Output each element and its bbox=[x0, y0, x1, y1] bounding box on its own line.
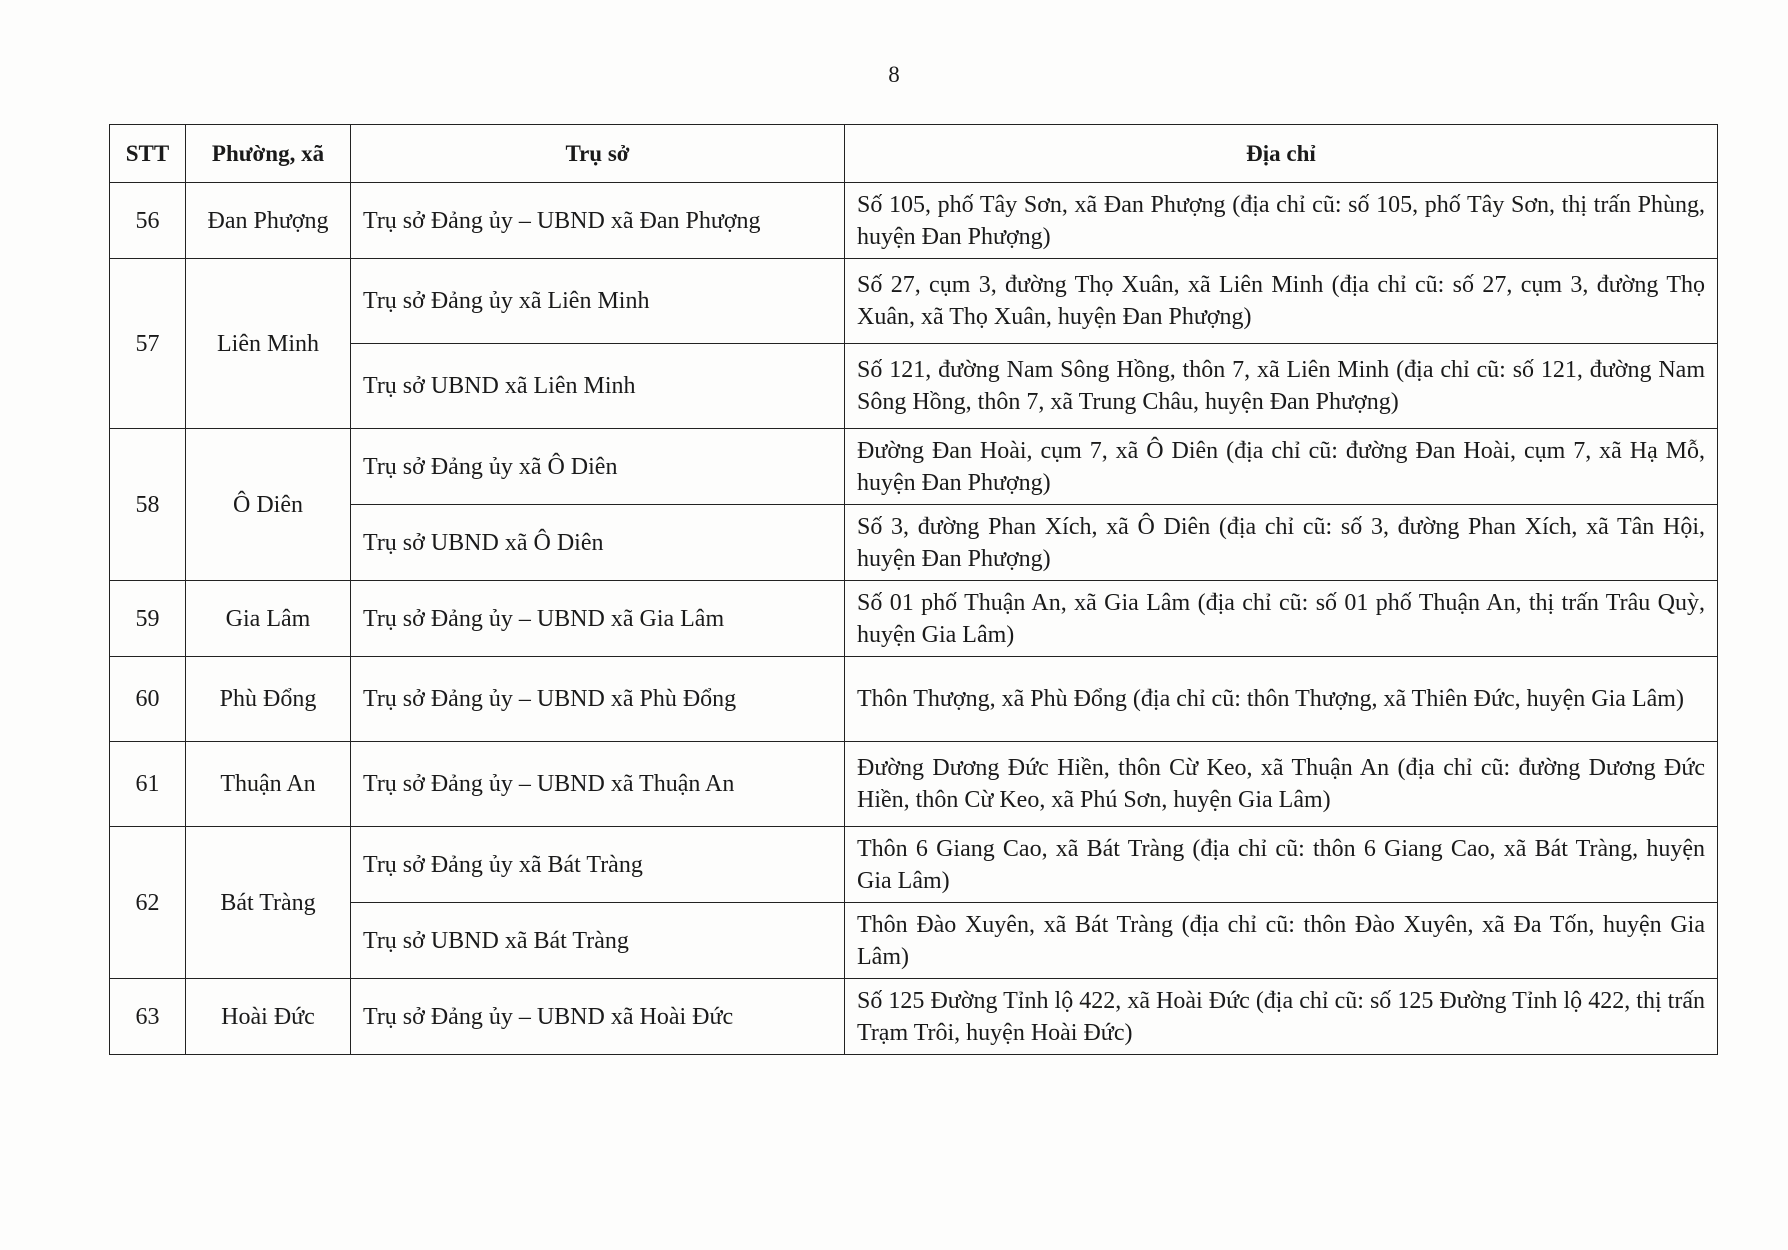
table-row bbox=[110, 979, 1718, 1055]
header-ward: Phường, xã bbox=[186, 125, 351, 183]
row-stt: 60 bbox=[110, 657, 186, 742]
row-office: Trụ sở UBND xã Ô Diên bbox=[351, 505, 845, 581]
row-address: Số 121, đường Nam Sông Hồng, thôn 7, xã Liên Minh (địa chỉ cũ: số 121, đường Nam Sông Hồng, thôn 7, xã Trung Châu, huyện Đan Phượng) bbox=[845, 344, 1718, 429]
row-stt: 59 bbox=[110, 581, 186, 657]
table-header-row bbox=[110, 125, 1718, 183]
table-row bbox=[110, 259, 1718, 344]
row-office: Trụ sở Đảng ủy xã Liên Minh bbox=[351, 259, 845, 344]
header-stt: STT bbox=[110, 125, 186, 183]
row-office: Trụ sở Đảng ủy xã Ô Diên bbox=[351, 429, 845, 505]
row-office: Trụ sở Đảng ủy – UBND xã Phù Đổng bbox=[351, 657, 845, 742]
row-ward: Đan Phượng bbox=[186, 183, 351, 259]
row-address: Số 125 Đường Tỉnh lộ 422, xã Hoài Đức (địa chỉ cũ: số 125 Đường Tỉnh lộ 422, thị trấn Trạm Trôi, huyện Hoài Đức) bbox=[845, 979, 1718, 1055]
row-office: Trụ sở Đảng ủy – UBND xã Thuận An bbox=[351, 742, 845, 827]
table-row bbox=[110, 505, 1718, 581]
table-row bbox=[110, 344, 1718, 429]
page-number: 8 bbox=[888, 62, 900, 87]
headquarters-table bbox=[109, 124, 1718, 1055]
row-ward: Liên Minh bbox=[186, 259, 351, 429]
row-address: Đường Dương Đức Hiền, thôn Cừ Keo, xã Thuận An (địa chỉ cũ: đường Dương Đức Hiền, thôn Cừ Keo, xã Phú Sơn, huyện Gia Lâm) bbox=[845, 742, 1718, 827]
table-row bbox=[110, 183, 1718, 259]
row-ward: Bát Tràng bbox=[186, 827, 351, 979]
row-stt: 63 bbox=[110, 979, 186, 1055]
table-row bbox=[110, 903, 1718, 979]
row-stt: 58 bbox=[110, 429, 186, 581]
row-office: Trụ sở Đảng ủy – UBND xã Đan Phượng bbox=[351, 183, 845, 259]
table-row bbox=[110, 657, 1718, 742]
row-address: Thôn 6 Giang Cao, xã Bát Tràng (địa chỉ cũ: thôn 6 Giang Cao, xã Bát Tràng, huyện Gia Lâm) bbox=[845, 827, 1718, 903]
row-address: Số 3, đường Phan Xích, xã Ô Diên (địa chỉ cũ: số 3, đường Phan Xích, xã Tân Hội, huyện Đan Phượng) bbox=[845, 505, 1718, 581]
row-ward: Thuận An bbox=[186, 742, 351, 827]
row-ward: Ô Diên bbox=[186, 429, 351, 581]
row-stt: 61 bbox=[110, 742, 186, 827]
table-row bbox=[110, 429, 1718, 505]
row-stt: 56 bbox=[110, 183, 186, 259]
row-office: Trụ sở Đảng ủy – UBND xã Hoài Đức bbox=[351, 979, 845, 1055]
row-office: Trụ sở UBND xã Liên Minh bbox=[351, 344, 845, 429]
table-row bbox=[110, 742, 1718, 827]
header-office: Trụ sở bbox=[351, 125, 845, 183]
header-address: Địa chỉ bbox=[845, 125, 1718, 183]
row-stt: 57 bbox=[110, 259, 186, 429]
row-address: Thôn Đào Xuyên, xã Bát Tràng (địa chỉ cũ: thôn Đào Xuyên, xã Đa Tốn, huyện Gia Lâm) bbox=[845, 903, 1718, 979]
row-ward: Gia Lâm bbox=[186, 581, 351, 657]
row-office: Trụ sở Đảng ủy xã Bát Tràng bbox=[351, 827, 845, 903]
row-ward: Phù Đổng bbox=[186, 657, 351, 742]
row-stt: 62 bbox=[110, 827, 186, 979]
row-address: Số 01 phố Thuận An, xã Gia Lâm (địa chỉ cũ: số 01 phố Thuận An, thị trấn Trâu Quỳ, huyện Gia Lâm) bbox=[845, 581, 1718, 657]
row-address: Số 105, phố Tây Sơn, xã Đan Phượng (địa chỉ cũ: số 105, phố Tây Sơn, thị trấn Phùng, huyện Đan Phượng) bbox=[845, 183, 1718, 259]
row-address: Thôn Thượng, xã Phù Đổng (địa chỉ cũ: thôn Thượng, xã Thiên Đức, huyện Gia Lâm) bbox=[845, 657, 1718, 742]
table-row bbox=[110, 581, 1718, 657]
table-row bbox=[110, 827, 1718, 903]
row-ward: Hoài Đức bbox=[186, 979, 351, 1055]
row-address: Số 27, cụm 3, đường Thọ Xuân, xã Liên Minh (địa chỉ cũ: số 27, cụm 3, đường Thọ Xuân, xã Thọ Xuân, huyện Đan Phượng) bbox=[845, 259, 1718, 344]
row-office: Trụ sở Đảng ủy – UBND xã Gia Lâm bbox=[351, 581, 845, 657]
row-address: Đường Đan Hoài, cụm 7, xã Ô Diên (địa chỉ cũ: đường Đan Hoài, cụm 7, xã Hạ Mỗ, huyện Đan Phượng) bbox=[845, 429, 1718, 505]
row-office: Trụ sở UBND xã Bát Tràng bbox=[351, 903, 845, 979]
